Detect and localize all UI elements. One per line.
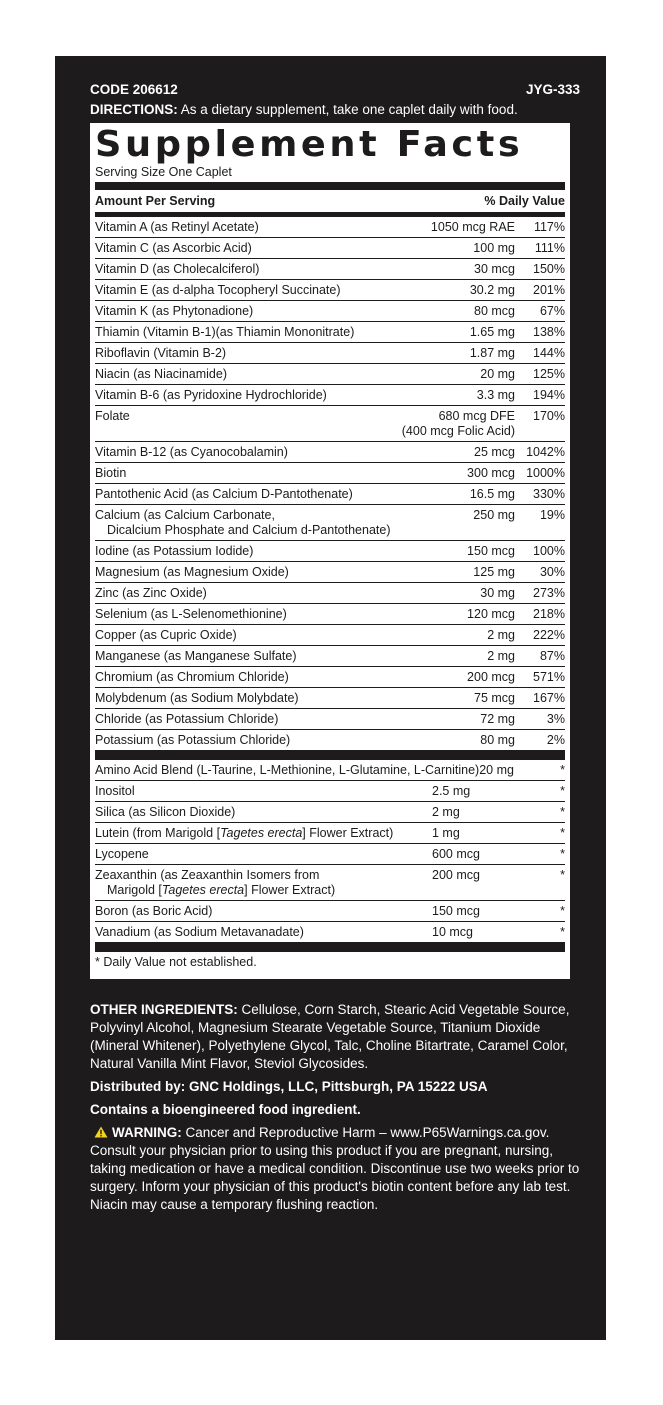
nutrient-name [95, 691, 474, 706]
code-line [90, 81, 580, 98]
warning-label: WARNING: [112, 1125, 182, 1140]
nutrient-amount [480, 586, 515, 601]
supplement-label [55, 56, 606, 1340]
other-ingredients-label: OTHER INGREDIENTS: [90, 1002, 238, 1017]
table-row [95, 406, 565, 442]
table-row [95, 280, 565, 301]
table-row [95, 364, 565, 385]
nutrient-name [95, 670, 467, 685]
nutrient-name [95, 925, 432, 940]
nutrient-name [95, 628, 487, 643]
table-row [95, 442, 565, 463]
nutrient-name-line: Pantothenic Acid (as Calcium D-Pantothenate) [95, 487, 353, 501]
nutrient-amount [470, 283, 515, 298]
table-row [95, 505, 565, 541]
amount-line: 250 mg [473, 508, 515, 522]
nutrient-amount [474, 262, 515, 277]
nutrient-name [95, 466, 467, 481]
nutrient-name-line: Folate [95, 409, 130, 423]
daily-value: 218% [533, 607, 565, 621]
table-row [95, 865, 565, 901]
nutrient-amount: 10 mcg [432, 925, 473, 939]
nutrient-name-line: Riboflavin (Vitamin B-2) [95, 346, 227, 360]
nutrient-amount [474, 445, 515, 460]
table-row [95, 238, 565, 259]
nutrient-name [95, 847, 432, 862]
daily-value: 222% [533, 628, 565, 642]
name-italic: Tagetes erecta [161, 883, 245, 897]
daily-value: 138% [533, 325, 565, 339]
nutrient-name-line: Vitamin A (as Retinyl Acetate) [95, 220, 259, 234]
nutrient-name [95, 904, 432, 919]
name-italic: Tagetes erecta [220, 826, 303, 840]
daily-value: 117% [533, 220, 565, 234]
amount-line: 80 mg [480, 733, 515, 747]
amount-line: 2 mg [487, 649, 515, 663]
nutrient-amount [487, 649, 515, 664]
nutrient-name [95, 565, 473, 580]
amount-line: 16.5 mg [469, 487, 515, 501]
nutrient-amount [470, 346, 515, 361]
table-row [95, 781, 565, 802]
nutrient-amount [470, 487, 515, 502]
daily-value: 3% [546, 712, 565, 726]
table-header [95, 190, 565, 212]
nutrient-amount: 200 mcg [432, 868, 480, 882]
daily-value: 30% [539, 565, 565, 579]
amount-line: 75 mcg [474, 691, 515, 705]
nutrient-name [95, 868, 432, 898]
table-row [95, 760, 565, 781]
amount-line: 200 mcg [467, 670, 515, 684]
directions-label: DIRECTIONS: [90, 102, 178, 117]
nutrient-name [95, 544, 467, 559]
name-text: ] Flower Extract) [302, 826, 394, 840]
nutrient-amount [474, 691, 515, 706]
nutrient-name-line [95, 868, 319, 882]
name-text: Lycopene [95, 847, 149, 861]
label-text [90, 1001, 580, 1214]
name-text: ] Flower Extract) [244, 883, 336, 897]
nutrient-name [95, 325, 470, 340]
amount-line: 1050 mcg RAE [430, 220, 515, 234]
table-row [95, 901, 565, 922]
daily-value: 111% [534, 241, 565, 255]
daily-value: 2% [546, 733, 565, 747]
nutrient-name-line: Selenium (as L-Selenomethionine) [95, 607, 287, 621]
nutrient-amount [477, 388, 515, 403]
table-row [95, 823, 565, 844]
name-text: Vanadium (as Sodium Metavanadate) [95, 925, 304, 939]
name-text: Lutein (from Marigold [ [95, 826, 221, 840]
footnote: * Daily Value not established. [95, 955, 257, 969]
nutrient-name-line: Magnesium (as Magnesium Oxide) [95, 565, 289, 579]
nutrient-name [95, 586, 480, 601]
table-row [95, 688, 565, 709]
daily-value: 201% [533, 283, 565, 297]
nutrient-name [95, 487, 470, 502]
nutrient-amount [467, 670, 515, 685]
nutrient-name-line: Dicalcium Phosphate and Calcium d-Pantothenate) [107, 523, 391, 537]
daily-value: 273% [533, 586, 565, 600]
daily-value: 87% [539, 649, 565, 663]
nutrient-name-line [95, 784, 135, 798]
name-text: Silica (as Silicon Dioxide) [95, 805, 236, 819]
warning-icon [94, 1126, 108, 1138]
nutrient-amount [473, 565, 515, 580]
nutrient-name-line: Zinc (as Zinc Oxide) [95, 586, 207, 600]
dv-header: % Daily Value [484, 194, 565, 208]
nutrient-name [95, 220, 431, 235]
nutrient-name [95, 784, 432, 799]
nutrient-amount [487, 628, 515, 643]
nutrient-name [95, 388, 477, 403]
nutrient-name-line: Potassium (as Potassium Chloride) [95, 733, 291, 747]
nutrient-name-line [95, 925, 304, 939]
nutrient-name [95, 283, 470, 298]
nutrient-name-line: Chromium (as Chromium Chloride) [95, 670, 289, 684]
daily-value: * [560, 904, 565, 918]
nutrient-amount [473, 241, 515, 256]
bioengineered-note: Contains a bioengineered food ingredient. [90, 1102, 361, 1117]
daily-value: * [560, 784, 565, 798]
amount-line: 100 mg [473, 241, 515, 255]
table-row [95, 583, 565, 604]
table-row [95, 730, 565, 751]
nutrient-name [95, 346, 470, 361]
amount-line: 30.2 mg [469, 283, 515, 297]
daily-value: 150% [533, 262, 565, 276]
nutrient-name-line: Vitamin D (as Cholecalciferol) [95, 262, 260, 276]
nutrient-name-line: Molybdenum (as Sodium Molybdate) [95, 691, 299, 705]
daily-value: 167% [533, 691, 565, 705]
nutrient-amount: 600 mcg [432, 847, 480, 861]
daily-value: * [560, 826, 565, 840]
nutrient-name-line: Vitamin B-6 (as Pyridoxine Hydrochloride) [95, 388, 327, 402]
amount-line: 25 mcg [474, 445, 515, 459]
name-text: Boron (as Boric Acid) [95, 904, 213, 918]
table-row [95, 802, 565, 823]
table-row [95, 709, 565, 730]
table-row [95, 541, 565, 562]
daily-value: 330% [533, 487, 565, 501]
daily-value: * [560, 847, 565, 861]
nutrient-name-line [95, 883, 432, 898]
amount-line: 120 mcg [467, 607, 515, 621]
nutrient-name-line: Vitamin K (as Phytonadione) [95, 304, 254, 318]
nutrient-name [95, 445, 474, 460]
divider-thick [95, 943, 565, 952]
amount-line: (400 mcg Folic Acid) [401, 424, 515, 438]
nutrient-name-line [95, 826, 393, 840]
name-text: Marigold [ [107, 883, 162, 897]
nutrient-name-line [95, 847, 149, 861]
table-row [95, 484, 565, 505]
nutrient-amount [467, 607, 515, 622]
directions-text: As a dietary supplement, take one caplet daily with food. [177, 102, 518, 117]
amount-line: 680 mcg DFE [438, 409, 515, 423]
nutrient-name-line [95, 763, 479, 777]
nutrient-name [95, 304, 474, 319]
nutrient-amount [473, 508, 515, 538]
distributed-by: Distributed by: GNC Holdings, LLC, Pittsburgh, PA 15222 USA [90, 1079, 488, 1094]
daily-value: 100% [533, 544, 565, 558]
amount-line: 30 mg [480, 586, 515, 600]
daily-value: * [560, 925, 565, 939]
nutrient-amount [431, 220, 515, 235]
directions [90, 101, 586, 118]
nutrient-name-line [95, 805, 235, 819]
nutrient-name-line: Vitamin B-12 (as Cyanocobalamin) [95, 445, 288, 459]
warning-text: Cancer and Reproductive Harm – www.P65Warnings.ca.gov. Consult your physician prior to using this product if you are pregnant, nursing, taking medication or have a medical condition. Discontinue use two weeks prior to surgery. Inform your physician of this product's biotin content before any lab test. Niacin may cause a temporary flushing reaction. [90, 1125, 580, 1212]
other-ingredients [90, 1001, 580, 1073]
other-ingredients-text: Cellulose, Corn Starch, Stearic Acid Vegetable Source, Polyvinyl Alcohol, Magnesium Stearate Vegetable Source, Titanium Dioxide (Mineral Whitener), Polyethylene Glycol, Talc, Choline Bitartrate, Caramel Color, Natural Vanilla Mint Flavor, Steviol Glycosides. [90, 1002, 570, 1071]
table-row [95, 646, 565, 667]
nutrient-name-line: Iodine (as Potassium Iodide) [95, 544, 254, 558]
table-row [95, 217, 565, 238]
table-row [95, 259, 565, 280]
daily-value: 1000% [526, 466, 565, 480]
divider-thick [95, 182, 565, 190]
nutrient-name-line: Biotin [95, 466, 127, 480]
nutrient-amount: 1 mg [432, 826, 460, 840]
amount-line: 2 mg [487, 628, 515, 642]
table-row [95, 604, 565, 625]
table-row [95, 667, 565, 688]
daily-value: 67% [539, 304, 565, 318]
nutrient-name-line: Vitamin C (as Ascorbic Acid) [95, 241, 252, 255]
nutrient-amount [480, 733, 515, 748]
nutrient-name-line: Calcium (as Calcium Carbonate, [95, 508, 275, 522]
nutrient-name [95, 607, 467, 622]
nutrient-name [95, 733, 480, 748]
nutrient-name [95, 763, 479, 778]
serving-size: Serving Size One Caplet [95, 165, 232, 179]
nutrient-name-line: Manganese (as Manganese Sulfate) [95, 649, 297, 663]
table-row [95, 322, 565, 343]
nutrient-name [95, 409, 402, 439]
nutrient-name-line: Thiamin (Vitamin B-1)(as Thiamin Mononitrate) [95, 325, 355, 339]
nutrient-name [95, 262, 474, 277]
name-text: Zeaxanthin (as Zeaxanthin Isomers from [95, 868, 320, 882]
amount-line: 72 mg [480, 712, 515, 726]
nutrient-amount [467, 466, 515, 481]
daily-value: * [560, 805, 565, 819]
amount-header: Amount Per Serving [95, 194, 216, 208]
vitamins-table [95, 217, 565, 751]
lot-code: JYG-333 [525, 82, 580, 97]
daily-value: 571% [533, 670, 565, 684]
nutrient-name [95, 826, 432, 841]
amount-line: 125 mg [473, 565, 515, 579]
divider-thick [95, 751, 565, 760]
table-row [95, 343, 565, 364]
amount-line: 30 mcg [474, 262, 515, 276]
nutrient-name [95, 805, 432, 820]
nutrient-name [95, 241, 473, 256]
daily-value: 125% [533, 367, 565, 381]
amount-line: 80 mcg [474, 304, 515, 318]
nutrient-amount [480, 712, 515, 727]
amount-line: 1.65 mg [469, 325, 515, 339]
facts-title: Supplement Facts [95, 124, 524, 165]
supplement-facts-panel [90, 123, 570, 979]
nutrient-name [95, 508, 473, 538]
table-row [95, 922, 565, 943]
table-row [95, 385, 565, 406]
nutrient-amount [474, 304, 515, 319]
nutrient-amount: 20 mg [479, 763, 514, 777]
nutrient-amount [467, 544, 515, 559]
daily-value: 144% [533, 346, 565, 360]
name-text: Amino Acid Blend (L-Taurine, L-Methionine, L-Glutamine, L-Carnitine) [95, 763, 480, 777]
daily-value: 170% [533, 409, 565, 423]
nutrient-name-line: Chloride (as Potassium Chloride) [95, 712, 279, 726]
nutrient-amount [470, 325, 515, 340]
nutrient-amount [402, 409, 515, 439]
other-nutrients-table [95, 760, 565, 943]
table-row [95, 625, 565, 646]
amount-line: 3.3 mg [476, 388, 515, 402]
table-row [95, 844, 565, 865]
nutrient-name [95, 712, 480, 727]
nutrient-name [95, 367, 480, 382]
amount-line: 1.87 mg [469, 346, 515, 360]
amount-line: 150 mcg [467, 544, 515, 558]
amount-line: 300 mcg [467, 466, 515, 480]
warning [90, 1124, 580, 1214]
nutrient-amount [480, 367, 515, 382]
nutrient-name [95, 649, 487, 664]
table-row [95, 562, 565, 583]
nutrient-name-line: Niacin (as Niacinamide) [95, 367, 227, 381]
daily-value: * [560, 763, 565, 777]
nutrient-name-line [95, 904, 212, 918]
amount-line: 20 mg [480, 367, 515, 381]
daily-value: 19% [539, 508, 565, 522]
product-code: CODE 206612 [90, 82, 178, 97]
daily-value: 194% [533, 388, 565, 402]
name-text: Inositol [95, 784, 135, 798]
nutrient-name-line: Vitamin E (as d-alpha Tocopheryl Succinate) [95, 283, 341, 297]
table-row [95, 301, 565, 322]
daily-value: * [560, 868, 565, 882]
nutrient-amount: 2.5 mg [432, 784, 471, 798]
nutrient-amount: 2 mg [432, 805, 460, 819]
nutrient-name-line: Copper (as Cupric Oxide) [95, 628, 237, 642]
nutrient-amount: 150 mcg [432, 904, 480, 918]
daily-value: 1042% [526, 445, 565, 459]
table-row [95, 463, 565, 484]
